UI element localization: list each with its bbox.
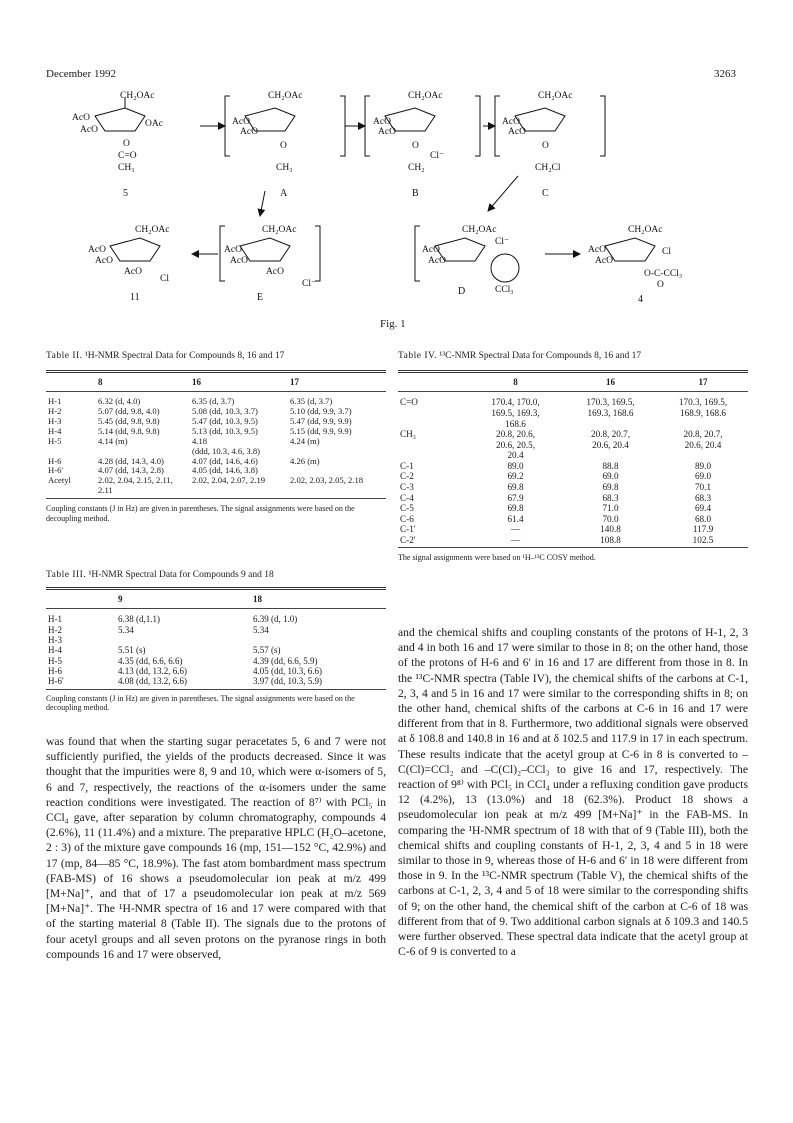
- table-cell: 20.6, 20.4: [684, 439, 722, 450]
- table3-caption: Table III. ¹H-NMR Spectral Data for Compounds 9 and 18: [46, 570, 274, 580]
- table-row: [398, 440, 748, 451]
- table-cell: 5.47 (dd, 10.3, 9.5): [192, 416, 258, 427]
- table-cell: 170.3, 169.5,: [678, 397, 728, 408]
- table-cell: 168.9, 168.6: [680, 407, 726, 418]
- svg-text:CH₂OAc: CH₂OAc: [262, 225, 297, 235]
- row-label: H-5: [48, 655, 62, 666]
- table-cell: 2.02, 2.04, 2.07, 2.19: [192, 475, 266, 486]
- svg-text:Cl⁻: Cl⁻: [495, 237, 509, 247]
- column-header: 17: [290, 377, 299, 387]
- row-label: H-3: [48, 416, 62, 427]
- row-label: C-3: [400, 481, 414, 492]
- intermediate-d-label: D: [458, 286, 466, 297]
- table-cell: 5.15 (dd, 9.9, 9.9): [290, 425, 352, 436]
- row-label: [398, 440, 468, 451]
- table-cell: [563, 419, 658, 430]
- table-cell: 20.8, 20.6,: [495, 429, 536, 440]
- svg-text:Cl: Cl: [662, 247, 671, 257]
- row-label: C-1: [400, 460, 414, 471]
- table-row: [398, 471, 748, 482]
- table-cell: 69.4: [694, 503, 712, 514]
- row-label: C-2: [400, 471, 414, 482]
- table-cell: 4.08 (dd, 13.2, 6.6): [118, 676, 187, 687]
- table-cell: 6.39 (d, 1.0): [253, 614, 298, 625]
- svg-text:CH₂OAc: CH₂OAc: [628, 225, 663, 235]
- table2: [46, 366, 386, 523]
- table-cell: 102.5: [692, 534, 714, 545]
- table-cell: 20.6, 20.5,: [495, 439, 536, 450]
- table-cell: (ddd, 10.3, 4.6, 3.8): [192, 445, 261, 456]
- table-row: [398, 392, 748, 408]
- table-cell: 5.34: [118, 624, 134, 635]
- table-cell: [116, 635, 251, 645]
- row-label: H-6: [48, 455, 62, 466]
- table-row: [398, 450, 748, 461]
- table-cell: 4.05 (dd, 10.3, 6.6): [253, 666, 322, 677]
- table-cell: 4.18: [192, 435, 208, 446]
- table-row: [46, 609, 386, 625]
- table-row: [46, 666, 386, 676]
- svg-text:AcO: AcO: [230, 256, 248, 266]
- table-cell: 5.08 (dd, 10.3, 3.7): [192, 406, 258, 417]
- svg-text:AcO: AcO: [88, 245, 106, 255]
- svg-text:AcO: AcO: [502, 117, 520, 127]
- svg-text:CH₃: CH₃: [276, 163, 293, 173]
- row-label: C-4: [400, 492, 414, 503]
- svg-text:AcO: AcO: [422, 245, 440, 255]
- table-cell: 4.26 (m): [290, 455, 320, 466]
- table-cell: 170.4, 170.0,: [491, 397, 540, 408]
- table4-caption: Table IV. ¹³C-NMR Spectral Data for Compounds 8, 16 and 17: [398, 351, 642, 361]
- table-row: [398, 482, 748, 493]
- table-cell: 20.6, 20.4: [592, 439, 629, 450]
- row-label: Acetyl: [48, 475, 71, 486]
- svg-text:CH₂OAc: CH₂OAc: [408, 91, 443, 101]
- table-row: [398, 524, 748, 535]
- table-cell: 89.0: [507, 460, 524, 471]
- table-cell: 5.47 (dd, 9.9, 9.9): [290, 416, 352, 427]
- table-cell: 67.9: [507, 492, 524, 503]
- svg-text:CH₂OAc: CH₂OAc: [268, 91, 303, 101]
- table-cell: 69.0: [694, 471, 712, 482]
- row-label: H-4: [48, 645, 62, 656]
- page-number: 3263: [714, 68, 736, 80]
- row-label: H-6: [48, 666, 62, 677]
- table-cell: 2.02, 2.03, 2.05, 2.18: [290, 475, 364, 486]
- column-header: 17: [698, 377, 708, 387]
- row-label: H-3: [48, 635, 62, 646]
- row-label: H-4: [48, 425, 62, 436]
- row-label: C=O: [400, 397, 418, 408]
- table-cell: 20.8, 20.7,: [683, 429, 723, 440]
- svg-text:CH₂: CH₂: [408, 163, 425, 173]
- table-row: [46, 645, 386, 655]
- table-cell: 169.3, 168.6: [587, 407, 634, 418]
- svg-text:O: O: [542, 141, 549, 151]
- table2-caption: Table II. ¹H-NMR Spectral Data for Compounds 8, 16 and 17: [46, 351, 285, 361]
- table-row: [46, 656, 386, 666]
- table-cell: 2.02, 2.04, 2.15, 2.11,: [98, 475, 173, 486]
- table-cell: 71.0: [602, 503, 619, 514]
- svg-text:AcO: AcO: [72, 113, 90, 123]
- row-label: CH₃: [400, 429, 416, 440]
- row-label: H-1: [48, 614, 62, 625]
- table-row: [46, 476, 386, 486]
- table-cell: —: [510, 534, 521, 545]
- svg-text:AcO: AcO: [124, 267, 142, 277]
- table-cell: [190, 486, 288, 496]
- table-cell: 6.32 (d, 4.0): [98, 396, 141, 407]
- table-cell: 20.4: [507, 450, 524, 461]
- table-cell: 4.24 (m): [290, 435, 320, 446]
- table-cell: 4.28 (dd, 14.3, 4.0): [98, 455, 164, 466]
- table-cell: 68.3: [694, 492, 712, 503]
- table-cell: 4.05 (dd, 14.6, 3.8): [192, 465, 258, 476]
- row-label: [46, 486, 96, 496]
- table-row: [398, 419, 748, 430]
- svg-text:CH₂OAc: CH₂OAc: [135, 225, 170, 235]
- svg-text:CH₂OAc: CH₂OAc: [462, 225, 497, 235]
- compound-11-label: 11: [130, 292, 140, 303]
- table-row: [46, 676, 386, 686]
- svg-text:AcO: AcO: [224, 245, 242, 255]
- table-row: [398, 503, 748, 514]
- table-cell: 2.11: [98, 485, 113, 496]
- body-text-right: and the chemical shifts and coupling constants of the protons of H-1, 2, 3 and 4 in both 16 and 17 were similar to those in 8; on the other hand, those of the protons of H-6 and 6′ in 16 and 17 are different from those in 8. In the ¹³C-NMR spectra (Table IV), the chemical shifts of the carbons at C-1, 2, 3, 4 and 5 in 16 and 17 were similar to the corresponding shifts in 8; on the other hand, chemical shifts of the carbons at C-6 in 16 and 17 were different from that in 8. Furthermore, two additional signals were observed at δ 108.8 and 140.8 in 16 and at δ 102.5 and 117.9 in 17 in each spectrum. These results indicate that the acetyl group at C-6 in 8 is converted to –C(Cl)=CCl₂ and –C(Cl)₂–CCl₃ to give 16 and 17, respectively. The reaction of 9⁸⁾ with PCl₅ in CCl₄ under a refluxing condition gave products 12 (4.2%), 13 (13.0%) and 18 (62.3%). Product 18 shows a pseudomolecular ion peak at m/z 499 [M+Na]⁺ in the FAB-MS. In comparing the ¹H-NMR spectrum of 18 with that of 9 (Table III), both the chemical shifts and coupling constants of H-1, 2, 3, 4 and 5 in 18 were similar to those in 9, whereas those of H-6 and 6′ in 18 were different from those in 9. In the ¹³C-NMR spectrum (Table V), the chemical shifts of the carbons at C-1, 2, 3, 4 and 5 of 18 were similar to the corresponding shifts of 9; on the other hand, the chemical shift of the carbon at C-6 of 18 was different from that of 9. Two additional carbon signals at δ 109.3 and 140.5 were further observed. These spectral data indicate that the acetyl group at C-6 of 9 is converted to a: [398, 626, 748, 959]
- table-row: [46, 392, 386, 407]
- svg-text:Cl: Cl: [160, 274, 169, 284]
- table-row: [398, 535, 748, 546]
- table-cell: 5.51 (s): [118, 645, 146, 656]
- svg-text:AcO: AcO: [595, 256, 613, 266]
- table-cell: 169.5, 169.3,: [491, 407, 540, 418]
- svg-text:AcO: AcO: [508, 127, 526, 137]
- table-cell: 69.8: [602, 481, 619, 492]
- intermediate-c-label: C: [542, 188, 549, 199]
- column-header: 16: [192, 377, 201, 387]
- table-cell: 5.07 (dd, 9.8, 4.0): [98, 406, 160, 417]
- reaction-scheme: [40, 86, 760, 326]
- table-cell: 4.13 (dd, 13.2, 6.6): [118, 666, 187, 677]
- table-row: [398, 514, 748, 525]
- svg-text:O: O: [657, 280, 664, 290]
- row-label: H-2: [48, 406, 62, 417]
- row-label: H-1: [48, 396, 62, 407]
- row-label: H-2: [48, 624, 62, 635]
- row-label: H-5: [48, 435, 62, 446]
- table4: [398, 366, 748, 563]
- svg-text:AcO: AcO: [373, 117, 391, 127]
- svg-text:AcO: AcO: [240, 127, 258, 137]
- table-row: [46, 486, 386, 496]
- table-cell: 5.57 (s): [253, 645, 281, 656]
- body-text-left: was found that when the starting sugar peracetates 5, 6 and 7 were not sufficiently purified, the yields of the products decreased. Since it was thought that the impurities were 8, 9 and 10, which were α-isomers of 5, 6 and 7, respectively, the reactions of the α-isomers under the same reaction conditions were investigated. The reaction of 8⁷⁾ with PCl₅ in CCl₄ gave, after separation by column chromatography, compounds 4 (2.6%), 11 (11.4%) and a mixture. The preparative HPLC (H₂O–acetone, 2 : 3) of the mixture gave compounds 16 (mp, 151—152 °C, 42.9%) and 17 (mp, 84—85 °C, 18.9%). The fast atom bombardment mass spectrum (FAB-MS) of 16 shows a pseudomolecular ion peak at m/z 499 [M+Na]⁺, and that of 17 a pseudomolecular ion peak at m/z 569 [M+Na]⁺. The ¹H-NMR spectra of 16 and 17 were compared with that of the starting material 8 (Table II). The signals due to the protons of four acetyl groups and all seven protons on the pyranose rings in both compounds 16 and 17 were observed,: [46, 735, 386, 961]
- table-cell: 4.39 (dd, 6.6, 5.9): [253, 655, 318, 666]
- figure-caption: Fig. 1: [380, 318, 406, 330]
- row-label: C-2′: [400, 534, 416, 545]
- table-cell: 5.10 (dd, 9.9, 3.7): [290, 406, 352, 417]
- svg-text:O: O: [412, 141, 419, 151]
- svg-text:CH₂OAc: CH₂OAc: [538, 91, 573, 101]
- table-row: [46, 427, 386, 437]
- table-cell: 4.35 (dd, 6.6, 6.6): [118, 655, 183, 666]
- table-cell: 140.8: [600, 524, 621, 535]
- table-cell: 88.8: [602, 460, 619, 471]
- svg-text:AcO: AcO: [266, 267, 284, 277]
- table-cell: [288, 486, 386, 496]
- table-cell: 6.35 (d, 3.7): [192, 396, 235, 407]
- table-cell: 69.8: [507, 481, 524, 492]
- column-header: 9: [118, 594, 123, 604]
- table-cell: 3.97 (dd, 10.3, 5.9): [253, 676, 322, 687]
- svg-text:CH₂Cl: CH₂Cl: [535, 163, 561, 173]
- table-cell: 69.8: [507, 503, 524, 514]
- table-cell: 69.2: [507, 471, 524, 482]
- table-row: [398, 408, 748, 419]
- table-cell: 5.14 (dd, 9.8, 9.8): [98, 425, 160, 436]
- table-cell: 5.34: [253, 624, 269, 635]
- svg-text:CCl₃: CCl₃: [495, 285, 514, 295]
- table-cell: 68.0: [694, 513, 712, 524]
- row-label: C-5: [400, 503, 414, 514]
- table3-note: Coupling constants (J in Hz) are given in parentheses. The signal assignments were based on the decoupling method.: [46, 693, 355, 713]
- table2-note: Coupling constants (J in Hz) are given in parentheses. The signal assignments were based on the decoupling method.: [46, 504, 355, 523]
- svg-text:O-C-CCl₃: O-C-CCl₃: [644, 269, 683, 279]
- row-label: H-6′: [48, 676, 64, 687]
- svg-text:AcO: AcO: [588, 245, 606, 255]
- intermediate-e-label: E: [257, 292, 264, 303]
- svg-text:O: O: [280, 141, 287, 151]
- table-row: [46, 635, 386, 645]
- row-label: H-6′: [48, 465, 64, 476]
- table-cell: 170.3, 169.5,: [586, 397, 635, 408]
- svg-text:CH₃: CH₃: [118, 163, 135, 173]
- row-label: [398, 450, 468, 461]
- compound-5-label: 5: [123, 188, 128, 199]
- table-cell: [251, 635, 386, 645]
- table4-note: The signal assignments were based on ¹H–¹³C COSY method.: [398, 553, 596, 563]
- table-row: [398, 493, 748, 504]
- row-label: C-6: [400, 513, 414, 524]
- running-header-date: December 1992: [46, 68, 116, 80]
- table-cell: 70.0: [602, 513, 619, 524]
- column-header: 8: [98, 377, 103, 387]
- table-cell: 108.8: [600, 534, 621, 545]
- table-cell: 6.35 (d, 3.7): [290, 396, 333, 407]
- table-cell: 4.14 (m): [98, 435, 128, 446]
- svg-text:Cl⁻: Cl⁻: [430, 151, 444, 161]
- row-label: [398, 408, 468, 419]
- svg-text:O: O: [123, 139, 130, 149]
- svg-text:AcO: AcO: [80, 125, 98, 135]
- table-cell: [658, 419, 748, 430]
- table-cell: 68.3: [602, 492, 619, 503]
- intermediate-a-label: A: [280, 188, 288, 199]
- svg-text:C=O: C=O: [118, 151, 137, 161]
- table-cell: —: [510, 524, 521, 535]
- svg-text:AcO: AcO: [378, 127, 396, 137]
- svg-text:OAc: OAc: [145, 119, 163, 129]
- table-cell: 61.4: [507, 513, 524, 524]
- table-cell: 117.9: [692, 524, 714, 535]
- table-cell: 69.0: [602, 471, 619, 482]
- table-cell: 20.8, 20.7,: [590, 429, 631, 440]
- table-cell: 5.45 (dd, 9.8, 9.8): [98, 416, 160, 427]
- svg-text:AcO: AcO: [428, 256, 446, 266]
- table-row: [398, 461, 748, 472]
- svg-text:Cl⁻: Cl⁻: [302, 279, 316, 289]
- scheme-label: CH₂OAc: [120, 91, 155, 101]
- table-cell: 89.0: [694, 460, 712, 471]
- table-cell: [563, 450, 658, 461]
- column-header: 18: [253, 594, 262, 604]
- table-row: [398, 429, 748, 440]
- row-label: C-1′: [400, 524, 416, 535]
- svg-text:AcO: AcO: [95, 256, 113, 266]
- column-header: 16: [606, 377, 615, 387]
- compound-4-label: 4: [638, 294, 643, 305]
- table-cell: 4.07 (dd, 14.3, 2.8): [98, 465, 164, 476]
- table-cell: 168.6: [505, 418, 526, 429]
- table-cell: [658, 450, 748, 461]
- table-cell: 5.13 (dd, 10.3, 9.5): [192, 425, 258, 436]
- intermediate-b-label: B: [412, 188, 419, 199]
- column-header: 8: [513, 377, 518, 387]
- svg-text:AcO: AcO: [232, 117, 250, 127]
- table-row: [46, 625, 386, 635]
- table-cell: 70.1: [694, 481, 712, 492]
- row-label: [398, 419, 468, 430]
- table-cell: 4.07 (dd, 14.6, 4.6): [192, 455, 258, 466]
- table-cell: 6.38 (d,1.1): [118, 614, 160, 625]
- table3: [46, 583, 386, 713]
